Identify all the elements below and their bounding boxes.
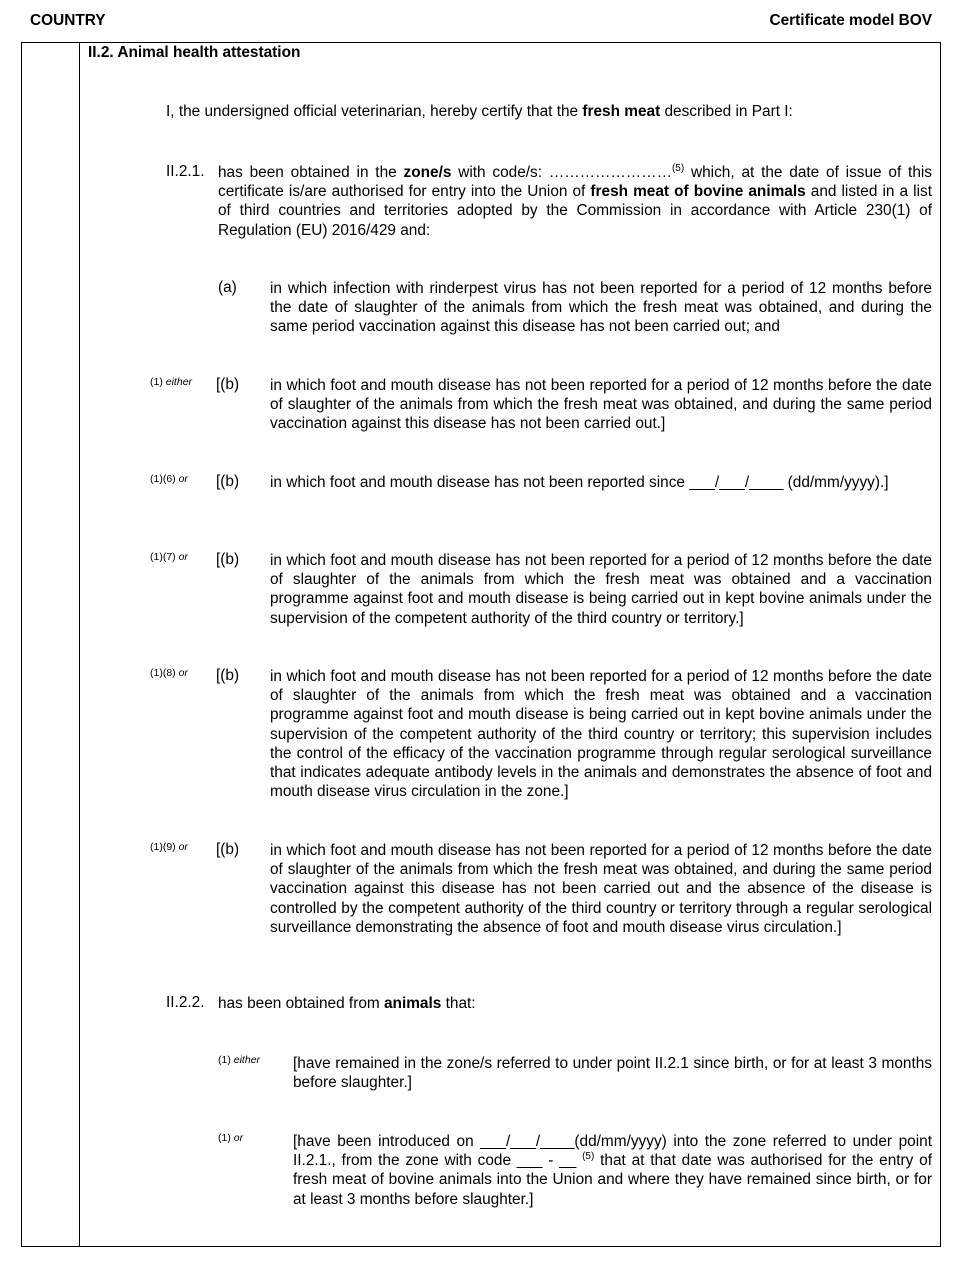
option-b-text: in which foot and mouth disease has not been reported for a period of 12 months before the date of slaughter of the animals from which the fresh meat was obtained and a vaccination programme against foot and mouth disease is being carried out in kept bovine animals under the supervision of the competent authority of the third country or territory; this supervision includes the control of the efficacy of the vaccination programme through regular serological surveillance that indicates adequate antibody levels in the animals and demonstrates the absence of foot and mouth disease virus circulation in the zone.] xyxy=(270,668,932,801)
footnote-ref: (5) xyxy=(582,1151,595,1163)
footnote-ref: (5) xyxy=(671,162,685,174)
option-22-text xyxy=(293,1132,932,1209)
footnote-marker: (1)(6) or xyxy=(150,473,188,485)
certificate-model-header: Certificate model BOV xyxy=(769,12,932,29)
footnote-marker: (1)(7) or xyxy=(150,551,188,563)
item-label: [(b) xyxy=(216,473,240,490)
option-22-text: [have remained in the zone/s referred to under point II.2.1 since birth, or for at least 3 months before slaughter.] xyxy=(293,1055,932,1092)
option-b-text: in which foot and mouth disease has not been reported since ___/___/____ (dd/mm/yyyy).] xyxy=(270,474,889,491)
text-run: that at that date was authorised for the entry of fresh meat of bovine animals into the Union and where they have remained since birth, or for at least 3 months before slaughter.] xyxy=(293,1152,932,1208)
text-run: [have been introduced on ___/___/____(dd/mm/yyyy) into the zone referred to under point II.2.1., from the zone with code ___ - __ xyxy=(293,1133,932,1170)
text-run: and listed in a list of third countries and territories adopted by the Commission in accordance with Article 230(1) of Regulation (EU) 2016/429 and: xyxy=(218,183,932,239)
footnote-marker: (1)(8) or xyxy=(150,667,188,679)
footnote-marker: (1)(9) or xyxy=(150,841,188,853)
column-divider xyxy=(79,42,80,1247)
intro-text-end: described in Part I: xyxy=(660,103,793,120)
text-run: has been obtained from xyxy=(218,995,384,1012)
point-ii22-text xyxy=(218,994,932,1013)
intro-text: I, the undersigned official veterinarian, hereby certify that the xyxy=(166,103,583,120)
point-ii21-text xyxy=(218,163,932,240)
option-b-text: in which foot and mouth disease has not been reported for a period of 12 months before the date of slaughter of the animals from which the fresh meat was obtained, and during the same period vaccination against this disease has not been carried out.] xyxy=(270,377,932,433)
item-label: [(b) xyxy=(216,841,240,858)
bold-run: fresh meat of bovine animals xyxy=(590,183,806,201)
option-b-text: in which foot and mouth disease has not been reported for a period of 12 months before the date of slaughter of the animals from which the fresh meat was obtained and a vaccination programme against foot and mouth disease is being carried out in kept bovine animals under the supervision of the competent authority of the third country or territory.] xyxy=(270,552,932,627)
point-number: II.2.2. xyxy=(166,994,205,1011)
footnote-marker: (1) either xyxy=(218,1054,261,1066)
section-title: II.2. Animal health attestation xyxy=(88,44,301,61)
item-label: [(b) xyxy=(216,376,240,393)
text-run: that: xyxy=(441,995,476,1012)
footnote-marker: (1) either xyxy=(150,376,193,388)
text-run: has been obtained in the xyxy=(218,164,404,181)
footnote-marker: (1) or xyxy=(218,1132,244,1144)
intro-statement xyxy=(166,102,936,121)
item-label: [(b) xyxy=(216,551,240,568)
bold-run: zone/s xyxy=(403,164,452,181)
bold-run: animals xyxy=(384,995,442,1012)
item-label: [(b) xyxy=(216,667,240,684)
intro-bold: fresh meat xyxy=(582,103,661,120)
option-b-text: in which foot and mouth disease has not been reported for a period of 12 months before the date of slaughter of the animals from which the fresh meat was obtained, and during the same period vaccination against this disease has not been carried out and the absence of the disease is controlled by the competent authority of the third country or territory through a regular serological surveillance demonstrating the absence of foot and mouth disease virus circulation.] xyxy=(270,842,932,936)
item-label: (a) xyxy=(218,279,237,296)
text-run: with code/s: …………………… xyxy=(451,164,672,181)
country-header: COUNTRY xyxy=(30,12,106,29)
item-a-text: in which infection with rinderpest virus has not been reported for a period of 12 months before the date of slaughter of the animals from which the fresh meat was obtained, and during the same period vaccination against this disease has not been carried out; and xyxy=(270,280,932,336)
text-run: which, at the date of issue of this certificate is/are authorised for entry into the Union of xyxy=(218,164,933,201)
point-number: II.2.1. xyxy=(166,163,205,180)
